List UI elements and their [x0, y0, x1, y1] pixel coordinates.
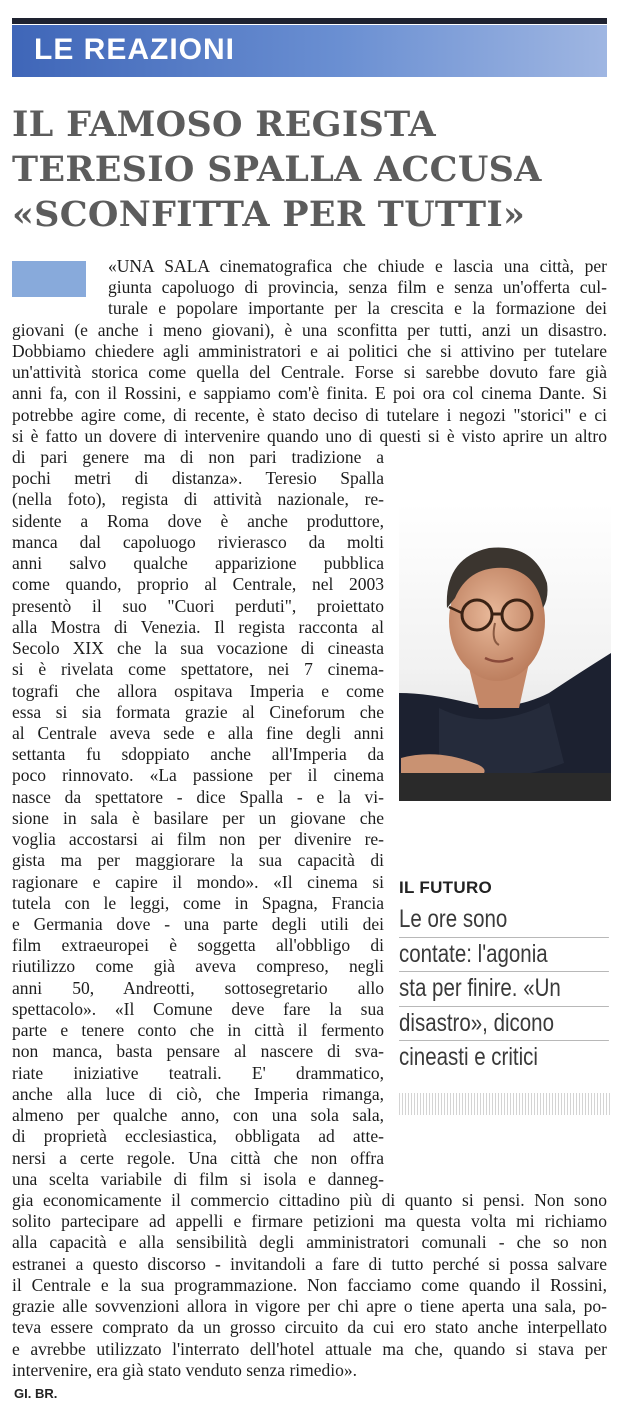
article-line: sione in sala è basilare per un giovane che: [12, 807, 384, 828]
article-line: spettacolo». «Il Comune deve fare la sua: [12, 998, 384, 1019]
sidebar-summary: [399, 903, 611, 1075]
article-line: sidente a Roma dove è anche produttore,: [12, 510, 384, 531]
article-line: poco rinnovato. «La passione per il cinema: [12, 765, 384, 786]
headline-line: TERESIO SPALLA ACCUSA: [12, 149, 542, 190]
article-line: anni 50, Andreotti, sottosegretario allo: [12, 977, 384, 998]
article-line: non manca, basta pensare al nascere di sva-: [12, 1041, 384, 1062]
article-line: manca dal capoluogo rivierasco da molti: [12, 531, 384, 552]
article-line: tutela con le leggi, come in Spagna, Francia: [12, 892, 384, 913]
article-line: riate iniziative teatrali. E' drammatico,: [12, 1062, 384, 1083]
article-line: potrebbe agire come, di recente, è stato deciso di tutelare i negozi "storici" e ci: [12, 404, 607, 425]
article-line: (nella foto), regista di attività nazionale, re-: [12, 489, 384, 510]
article-line: anni salvo qualche apparizione pubblica: [12, 553, 384, 574]
sidebar-line: contate: l'agonia: [399, 938, 609, 973]
article-line: si è fatto un dovere di intervenire quando uno di questi si è visto aprire un altro: [12, 425, 607, 446]
article-line: turale e popolare importante per la crescita e la formazione dei: [108, 298, 607, 319]
article-line: al Centrale aveva sede e alla fine degli anni: [12, 722, 384, 743]
sidebar-line: disastro», dicono: [399, 1007, 609, 1042]
article-line: intervenire, era già stato venduto senza rimedio».: [12, 1359, 358, 1380]
sidebar-dotted-rule: [399, 1093, 611, 1115]
section-kicker: LE REAZIONI: [34, 33, 236, 66]
headline-line: «SCONFITTA PER TUTTI»: [12, 194, 526, 235]
article-line: ragionare e capire il mondo». «Il cinema si: [12, 871, 384, 892]
article-line: giovani (e anche i meno giovani), è una sconfitta per tutti, anzi un disastro.: [12, 319, 607, 340]
article-line: settanta fu sdoppiato anche all'Imperia da: [12, 744, 384, 765]
author-signature: GI. BR.: [14, 1386, 58, 1401]
sidebar-line: sta per finire. «Un: [399, 972, 609, 1007]
sidebar-line: Le ore sono: [399, 903, 609, 938]
article-line: essa si sia formata grazie al Cineforum che: [12, 701, 384, 722]
sidebar-heading: IL FUTURO: [399, 878, 493, 897]
article-line: alla capacità e alla sensibilità degli amministratori comunali - che so non: [12, 1232, 607, 1253]
article-line: riutilizzo come già aveva compreso, negli: [12, 956, 384, 977]
article-line: una scelta variabile di film si isola e danneg-: [12, 1168, 384, 1189]
article-line: estranei a questo discorso - invitandoli a fare di tutto perché si possa salvare: [12, 1253, 607, 1274]
article-line: e avrebbe utilizzato l'interrato dell'hotel attuale ma che, quando si stava per: [12, 1338, 607, 1359]
article-line: anni fa, con il Rossini, e sappiamo com'è finita. E poi ora col cinema Dante. Si: [12, 383, 607, 404]
article-line: solito partecipare ad appelli e firmare petizioni ma questa volta mi richiamo: [12, 1211, 607, 1232]
article-line: nersi a certe regole. Una città che non offra: [12, 1147, 384, 1168]
article-line: film extraeuropei è soggetta all'obbligo di: [12, 935, 384, 956]
article-line: parte e tenere conto che in città il fermento: [12, 1020, 384, 1041]
article-line: come quando, proprio al Centrale, nel 2003: [12, 574, 384, 595]
article-line: il Centrale e la sua programmazione. Non facciamo come quando il Rossini,: [12, 1274, 607, 1295]
article-line: almeno per qualche anno, con una sola sala,: [12, 1105, 384, 1126]
portrait-illustration: [399, 503, 611, 801]
article-line: di proprietà ecclesiastica, obbligata ad atte-: [12, 1126, 384, 1147]
article-line: tografi che allora ospitava Imperia e come: [12, 680, 384, 701]
article-line: presentò il suo "Cuori perduti", proiettato: [12, 595, 384, 616]
article-line: gista ma per maggiorare la sua capacità di: [12, 850, 384, 871]
article-line: anche alla luce di ciò, che Imperia rimanga,: [12, 1083, 384, 1104]
article-line: alla Mostra di Venezia. Il regista racconta al: [12, 616, 384, 637]
article-line: grazie alle sovvenzioni allora in vigore per chi apre o tiene aperta una sala, po-: [12, 1296, 607, 1317]
article-line: un'attività storica come quella del Centrale. Forse si sarebbe dovuto fare già: [12, 362, 607, 383]
article-line: «UNA SALA cinematografica che chiude e lascia una città, per: [108, 256, 607, 276]
article-line: e Germania dove - una parte degli utili dei: [12, 914, 384, 935]
article-line: di pari genere ma di non pari tradizione a: [12, 447, 384, 468]
article-line: Secolo XIX che la sua vocazione di cineasta: [12, 638, 384, 659]
article-line: si è rivelata come spettatore, nei 7 cinema-: [12, 659, 384, 680]
headline-line: IL FAMOSO REGISTA: [12, 104, 436, 145]
sidebar-line: cineasti e critici: [399, 1043, 538, 1071]
article-line: gia economicamente il commercio cittadino più di quanto si pensi. Non sono: [12, 1189, 607, 1210]
article-line: Dobbiamo chiedere agli amministratori e ai politici che si attivino per tutelare: [12, 340, 607, 361]
article-line: nasce da spettatore - dice Spalla - e la vi-: [12, 786, 384, 807]
article-line: pochi metri di distanza». Teresio Spalla: [12, 468, 384, 489]
article-line: teva essere comprato da un grosso circuito da cui ero stato anche interpellato: [12, 1317, 607, 1338]
article-line: voglia accostarsi ai film non per divenire re-: [12, 829, 384, 850]
article-line: giunta capoluogo di provincia, senza film e senza un'offerta cul-: [108, 277, 607, 298]
portrait-photo: [399, 503, 611, 801]
